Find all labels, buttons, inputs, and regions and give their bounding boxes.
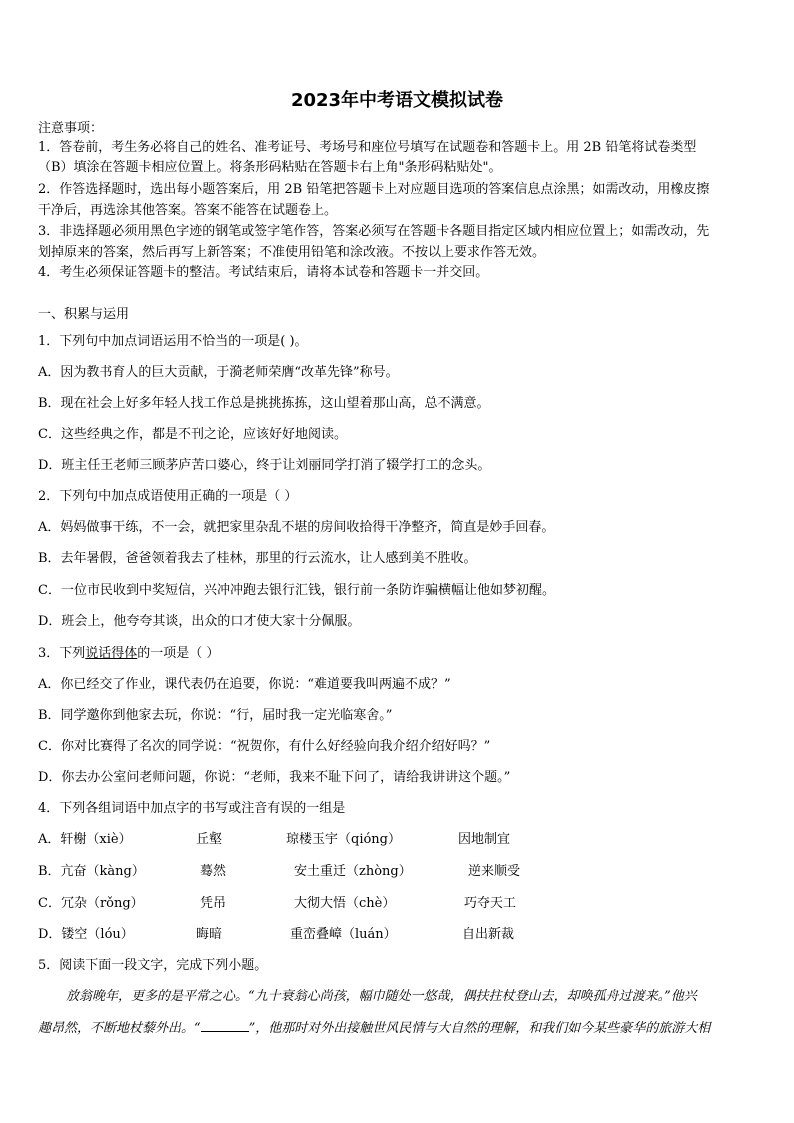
option-cell: 巧夺天工 (464, 896, 517, 911)
question-4-stem: 4．下列各组词语中加点字的书写或注音有误的一组是 (38, 801, 346, 816)
option-cell: 晦暗 (196, 927, 223, 942)
option-cell: 自出新裁 (462, 927, 515, 942)
question-3-option-a: A．你已经交了作业，课代表仍在追要，你说：“难道要我叫两遍不成？” (38, 677, 451, 692)
fill-blank (201, 1019, 249, 1032)
question-1-stem: 1．下列句中加点词语运用不恰当的一项是( )。 (38, 334, 308, 349)
question-4-option-d (38, 926, 758, 944)
notice-line: （B）填涂在答题卡相应位置上。将条形码粘贴在答题卡右上角"条形码粘贴处"。 (38, 160, 502, 175)
option-cell: 丘壑 (196, 832, 223, 847)
question-3-option-b: B．同学邀你到他家去玩，你说：“行，届时我一定光临寒舍。” (38, 708, 393, 723)
option-cell: A．轩榭（xiè） (38, 832, 132, 847)
question-1-option-a: A．因为教书育人的巨大贡献，于漪老师荣膺“改革先锋”称号。 (38, 365, 399, 380)
notice-line: 4．考生必须保证答题卡的整洁。考试结束后，请将本试卷和答题卡一并交回。 (38, 265, 489, 280)
question-2-option-b: B．去年暑假，爸爸领着我去了桂林，那里的行云流水，让人感到美不胜收。 (38, 551, 477, 566)
section-heading: 一、积累与运用 (38, 307, 130, 322)
notice-line: 划掉原来的答案，然后再写上新答案；不准使用铅笔和涂改液。不按以上要求作答无效。 (38, 245, 546, 260)
option-cell: 凭吊 (200, 896, 227, 911)
reading-passage-line: 放翁晚年，更多的是平常之心。“九十衰翁心尚孩，幅巾随处一悠哉，偶扶拄杖登山去，却唤孤舟过渡来。”他兴 (66, 989, 697, 1004)
question-3-option-d: D．你去办公室问老师问题，你说：“老师，我来不耻下问了，请给我讲讲这个题。” (38, 770, 511, 785)
option-cell: C．冗杂（rǒng） (38, 896, 144, 911)
option-cell: 逆来顺受 (468, 864, 521, 879)
notice-line: 干净后，再选涂其他答案。答案不能答在试题卷上。 (38, 203, 338, 218)
notice-heading: 注意事项： (38, 121, 104, 136)
passage-text: ”，他那时对外出接触世风民情与大自然的理解，和我们如今某些豪华的旅游大相 (248, 1021, 711, 1036)
question-1-option-b: B．现在社会上好多年轻人找工作总是挑挑拣拣，这山望着那山高，总不满意。 (38, 396, 490, 411)
notice-line: 3．非选择题必须用黑色字迹的钢笔或签字笔作答，答案必须写在答题卡各题目指定区域内相应位置上；如需改动，先 (38, 224, 710, 239)
question-2-option-d: D．班会上，他夸夸其谈，出众的口才使大家十分佩服。 (38, 614, 361, 629)
question-4-option-a (38, 831, 758, 849)
notice-line: 2．作答选择题时，选出每小题答案后，用 2B 铅笔把答题卡上对应题目选项的答案信息点涂黑；如需改动，用橡皮擦 (38, 182, 710, 197)
question-3-stem-underlined: 说话得体 (85, 646, 138, 661)
question-4-option-b (38, 863, 758, 881)
option-cell: 琼楼玉宇（qióng） (286, 832, 402, 847)
page-title: 2023年中考语文模拟试卷 (290, 90, 504, 111)
question-3-stem-post: 的一项是（ ） (137, 646, 220, 661)
question-3-stem (38, 645, 219, 663)
question-2-stem: 2．下列句中加点成语使用正确的一项是（ ） (38, 489, 298, 504)
option-cell: 安土重迁（zhòng） (294, 864, 412, 879)
question-1-option-d: D．班主任王老师三顾茅庐苦口婆心，终于让刘丽同学打消了辍学打工的念头。 (38, 458, 491, 473)
question-2-option-a: A．妈妈做事干练，不一会，就把家里杂乱不堪的房间收拾得干净整齐，简直是妙手回春。 (38, 520, 555, 535)
question-3-option-c: C．你对比赛得了名次的同学说：“祝贺你，有什么好经验向我介绍介绍好吗？” (38, 739, 491, 754)
question-5-stem: 5．阅读下面一段文字，完成下列小题。 (38, 958, 268, 973)
option-cell: 重峦叠嶂（luán） (290, 927, 397, 942)
question-4-option-c (38, 895, 758, 913)
passage-text: 趣昂然，不断地杖藜外出。“ (38, 1021, 201, 1036)
question-1-option-c: C．这些经典之作，都是不刊之论，应该好好地阅读。 (38, 427, 347, 442)
option-cell: D．镂空（lóu） (38, 927, 134, 942)
question-2-option-c: C．一位市民收到中奖短信，兴冲冲跑去银行汇钱，银行前一条防诈骗横幅让他如梦初醒。 (38, 583, 555, 598)
reading-passage-line (38, 1019, 710, 1038)
option-cell: B．亢奋（kàng） (38, 864, 145, 879)
option-cell: 蓦然 (200, 864, 227, 879)
option-cell: 因地制宜 (458, 832, 511, 847)
option-cell: 大彻大悟（chè） (294, 896, 396, 911)
notice-line: 1．答卷前，考生务必将自己的姓名、准考证号、考场号和座位号填写在试题卷和答题卡上。用 2B 铅笔将试卷类型 (38, 140, 697, 155)
question-3-stem-pre: 3．下列 (38, 646, 86, 661)
